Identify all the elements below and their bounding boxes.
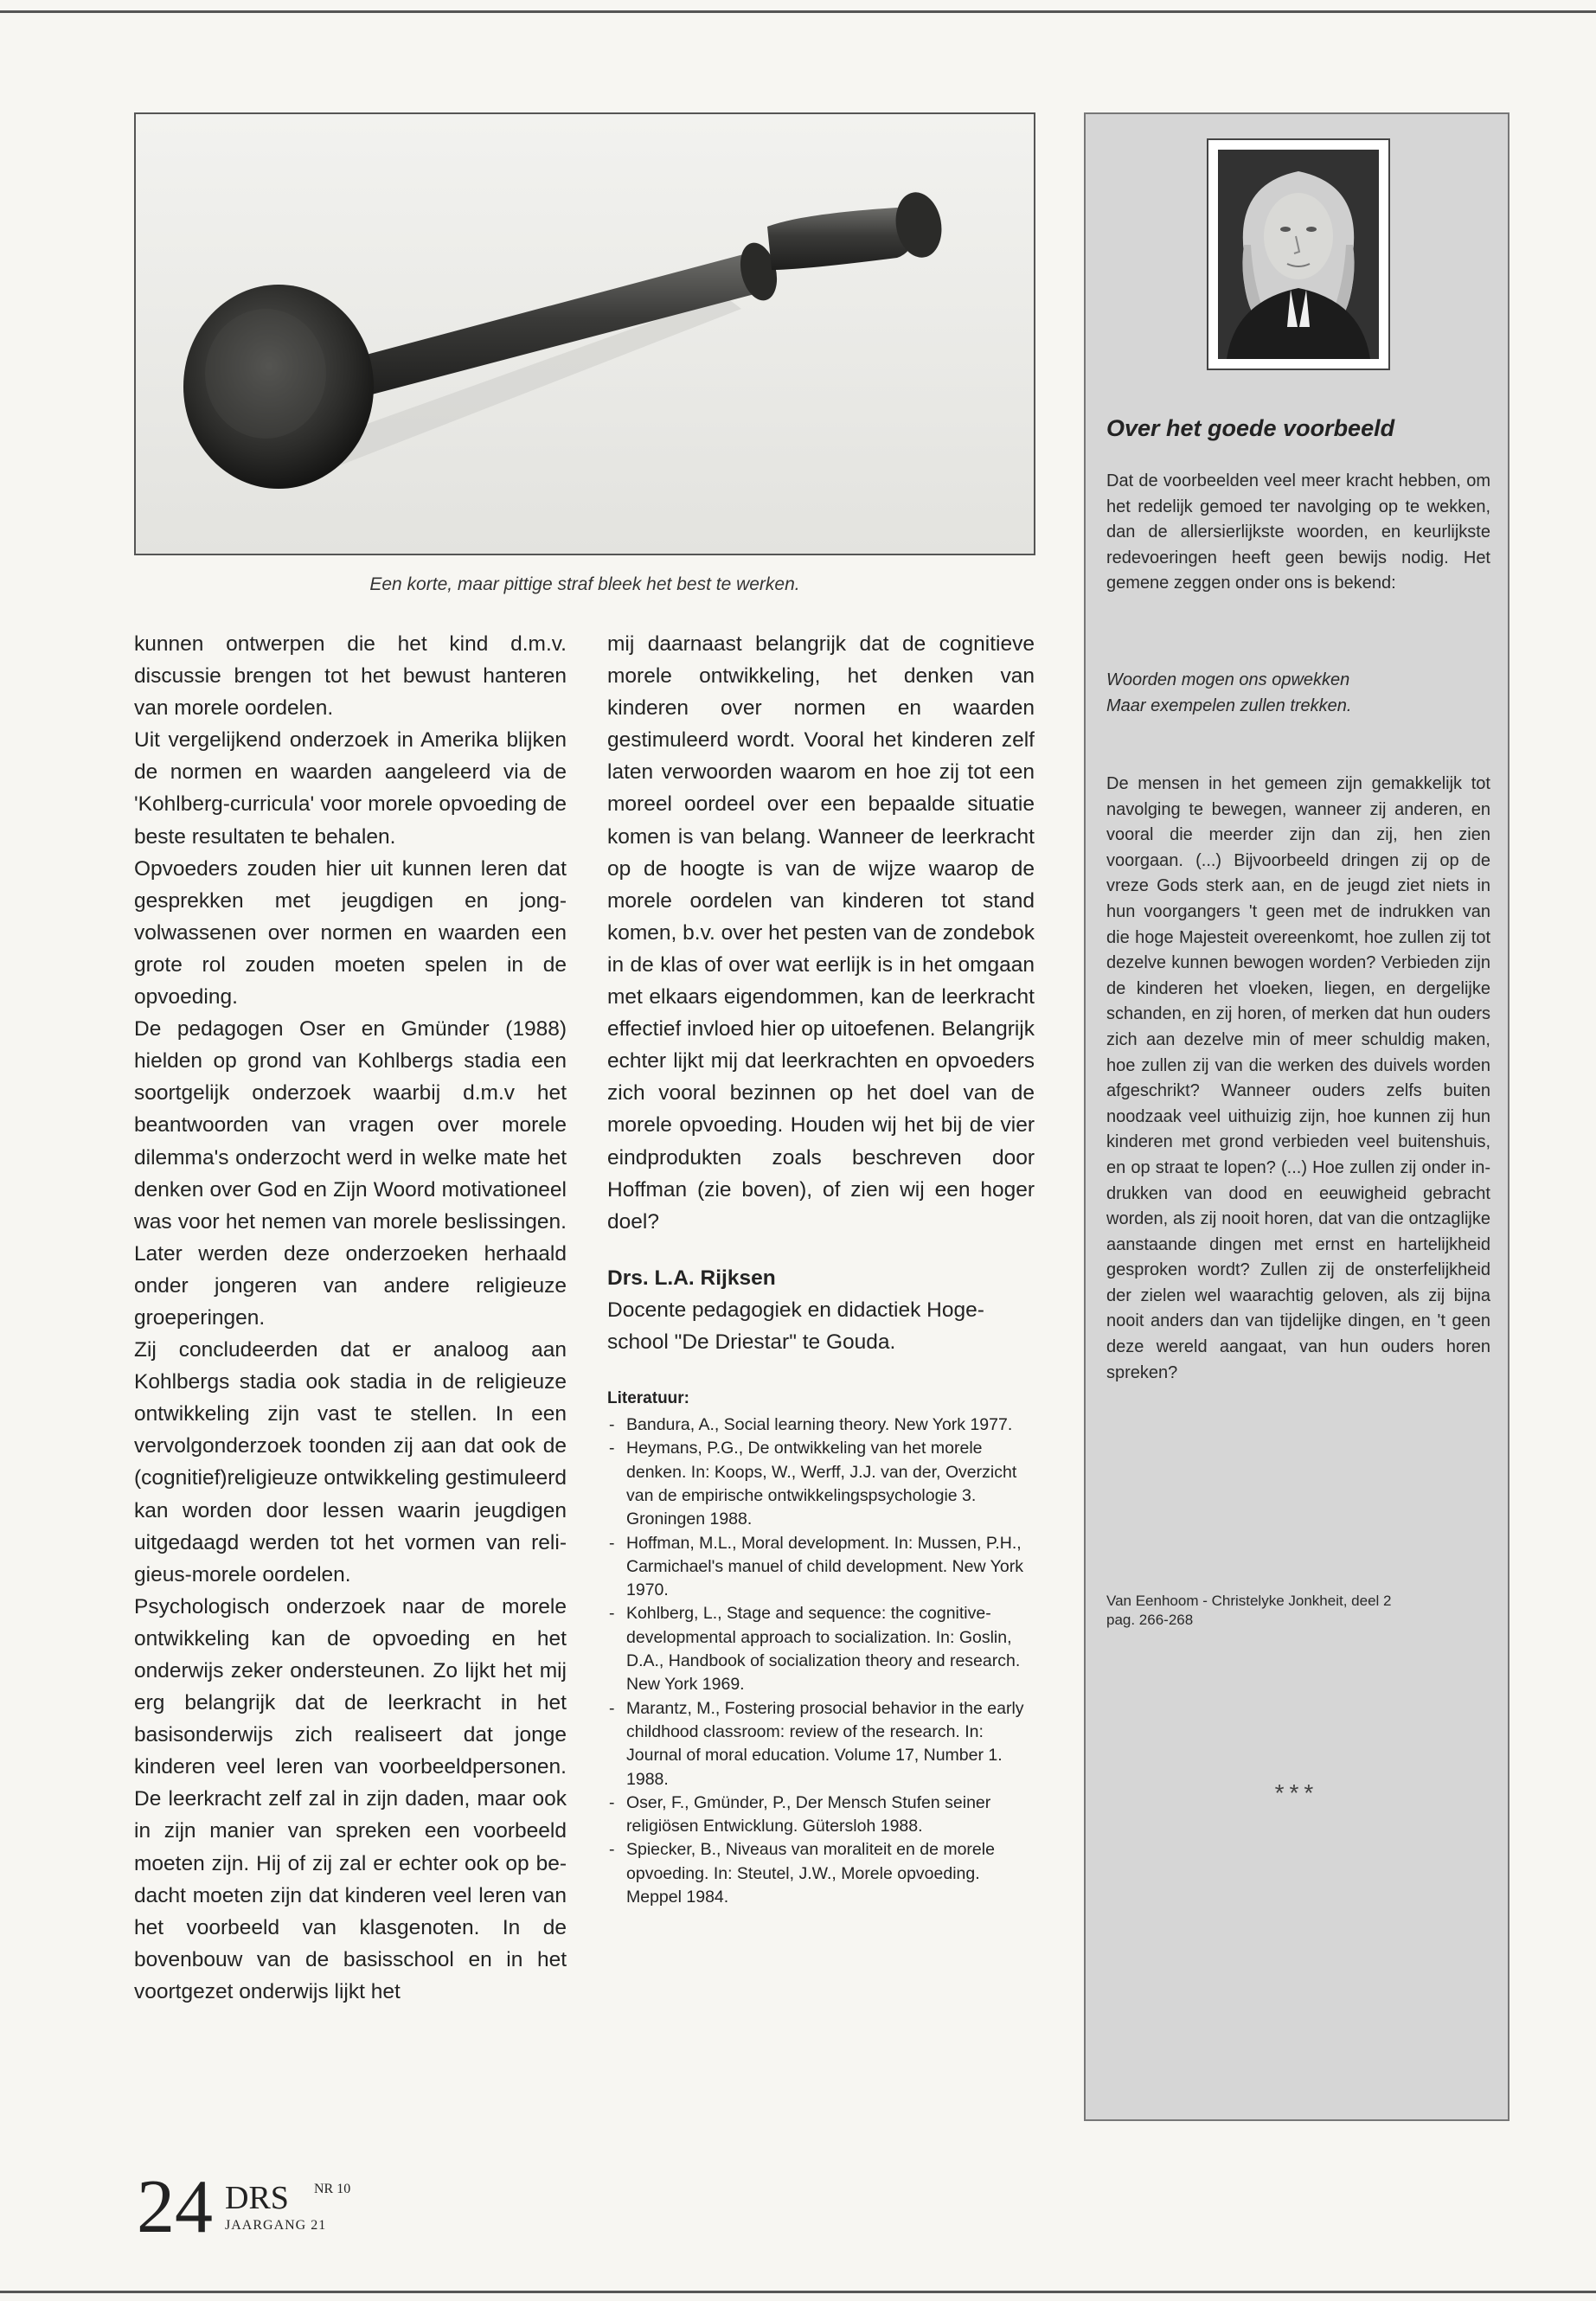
reference-item: - Bandura, A., Social learning theory. New York 1977. [607,1413,1035,1437]
section-divider-stars: *** [1274,1779,1319,1806]
paragraph: Uit vergelijkend onderzoek in Amerika blijken de normen en waarden aangeleerd via de 'Kohlberg-curricula' voor morele opvoeding de beste resultaten te behalen. [134,728,567,849]
paragraph: Psychologisch onderzoek naar de morele ontwikkeling kan de opvoeding en het onderwijs zeker ondersteunen. Zo lijkt het mij erg belangrijk dat de leerkracht in het basisonderwijs zich realiseert dat jonge kinderen veel leren van voorbeeldpersonen. De leerkracht zelf zal in zijn daden, maar ook in zijn manier van spreken een voorbeeld moeten zijn. Hij of zij zal er echter ook op bedacht moeten zijn dat kinderen veel leren van het voorbeeld van klasgenoten. In de bovenbouw van de basisschool en in het voortgezet onderwijs lijkt het [134,1594,567,2003]
reference-item: - Hoffman, M.L., Moral development. In: Mussen, P.H., Carmichael's manuel of child development. New York 1970. [607,1532,1035,1603]
sidebar-body [1106,772,1490,1386]
sidebar-poem [1106,668,1490,719]
poem-line: Maar exempelen zullen trekken. [1106,695,1352,715]
sidebar-intro-text: Dat de voorbeelden veel meer kracht hebben, om het redelijk gemoed ter navolging op te wekken, dan de allersierlijkste woorden, en keurlijkste redevoeringen heeft geen bewijs nodig. Het gemene zeggen onder ons is bekend: [1106,471,1490,593]
source-line: Van Eenhoom - Christelyke Jonkheit, deel 2 [1106,1593,1392,1609]
paragraph: De pedagogen Oser en Gmünder (1988) hielden op grond van Kohlbergs stadia een soortgelijk onderzoek waarbij d.m.v het beantwoorden van vragen over morele dilemma's onderzocht werd in welke mate het denken over God en Zijn Woord motivationeel was voor het nemen van morele beslissingen. Later werden deze onderzoeken herhaald onder jongeren van andere religieuze groeperingen. [134,1017,567,1330]
article-left-column [134,628,567,2008]
photo-caption: Een korte, maar pittige straf bleek het best te werken. [369,574,800,594]
reference-item: - Heymans, P.G., De ontwikkeling van het morele denken. In: Koops, W., Werff, J.J. van der, Overzicht van de empirische ontwikkelingspsychologie 3. Groningen 1988. [607,1437,1035,1531]
portrait-frame [1207,138,1390,370]
magazine-name: DRS [225,2180,289,2216]
article-middle-column [607,628,1035,1909]
reference-item: - Oser, F., Gmünder, P., Der Mensch Stufen seiner religiösen Entwicklung. Gütersloh 1988. [607,1791,1035,1839]
paddle-illustration [136,114,1034,554]
literature-heading: Literatuur: [607,1389,689,1408]
paragraph: kunnen ontwerpen die het kind d.m.v. discussie brengen tot het bewust hanteren van morele oordelen. [134,632,567,721]
paragraph: Opvoeders zouden hier uit kunnen leren dat gesprekken met jeugdigen en jong-volwassenen over normen en waarden een grote rol zouden moeten spelen in de opvoeding. [134,856,567,1009]
source-line: pag. 266-268 [1106,1612,1194,1628]
reference-item: - Kohlberg, L., Stage and sequence: the cognitive-developmental approach to socialization. In: Goslin, D.A., Handbook of socialization theory and research. New York 1969. [607,1602,1035,1696]
photo-paddle [134,112,1035,555]
paragraph: Zij concludeerden dat er analoog aan Kohlbergs stadia ook stadia in de religieuze ontwikkeling zijn vast te stellen. In een vervolgonderzoek toonden zij aan dat ook de (cognitief)religieuze ontwikkeling gestimuleerd kan worden door lessen waarin jeugdigen uitgedaagd werden tot het vormen van religieus-morele oordelen. [134,1338,567,1586]
author-name: Drs. L.A. Rijksen [607,1266,776,1290]
reference-item: - Marantz, M., Fostering prosocial behavior in the early childhood classroom: review of the research. In: Journal of moral education. Volume 17, Number 1. 1988. [607,1697,1035,1791]
sidebar-source [1106,1592,1490,1630]
poem-line: Woorden mogen ons opwekken [1106,670,1350,689]
author-role: Docente pedagogiek en didactiek Hogeschool "De Driestar" te Gouda. [607,1298,984,1354]
sidebar-box [1084,112,1509,2121]
sidebar-title: Over het goede voorbeeld [1106,415,1395,441]
top-rule [0,10,1596,13]
volume-label: JAARGANG 21 [225,2218,327,2233]
sidebar-body-text: De mensen in het gemeen zijn gemakkelijk tot navolging te bewegen, wanneer zij anderen, en vooral die meerder zijn dan zij, hen zien voorgaan. (...) Bijvoorbeeld dringen zij op de vreze Gods sterk aan, en de jeugd ziet niets in hun voorgangers 't geen met de indrukken van die hoge Majesteit overeenkomt, hoe zullen zij tot dezelve kunnen bewogen worden? Verbieden zijn de kinderen het vloeken, liegen, en dergelijke schanden, en zij horen, of merken dat hun ouders zich aan dezelve min of meer schuldig maken, hoe zullen zij van die werken des duivels worden afgeschrikt? Wanneer ouders zelfs buiten noodzaak veel uithuizig zijn, hoe kunnen zij hun kinderen met grond verbieden veel buitenshuis, en op straat te lopen? (...) Hoe zullen zij onder indrukken van dood en eeuwigheid gebracht worden, als zij nooit horen, dat van die ontzaglijke aanstaande dingen met ernst en hartelijkheid gesproken wordt? Zullen zij de onsterfelijkheid der zielen wel waarachtig geloven, als zij bijna nooit anders dan van tijdelijke dingen, en 't geen deze wereld aangaat, van hun ouders horen spreken? [1106,774,1490,1382]
reference-list [607,1413,1035,1909]
bottom-rule [0,2291,1596,2293]
page-number: 24 [137,2165,213,2249]
sidebar-intro [1106,469,1490,597]
portrait-image [1218,150,1379,359]
reference-item: - Spiecker, B., Niveaus van moraliteit en de morele opvoeding. In: Steutel, J.W., Morele opvoeding. Meppel 1984. [607,1838,1035,1909]
issue-number: NR 10 [314,2182,351,2196]
paragraph: mij daarnaast belangrijk dat de cognitieve morele ontwikkeling, het denken van kinderen over normen en waarden gestimuleerd wordt. Vooral het kinderen zelf laten verwoorden waarom en hoe zij tot een moreel oordeel over een bepaalde situatie komen is van belang. Wanneer de leerkracht op de hoogte is van de wijze waarop de morele oordelen van kinderen tot stand komen, b.v. over het pesten van de zondebok in de klas of over wat eerlijk is in het omgaan met elkaars eigendommen, kan de leerkracht effectief invloed hier op uitoefenen. Belangrijk echter lijkt mij dat leerkrachten en opvoeders zich vooral bezinnen op het doel van de morele opvoeding. Houden wij het bij de vier eindprodukten zoals beschreven door Hoffman (zie boven), of zien wij een hoger doel? [607,632,1035,1234]
